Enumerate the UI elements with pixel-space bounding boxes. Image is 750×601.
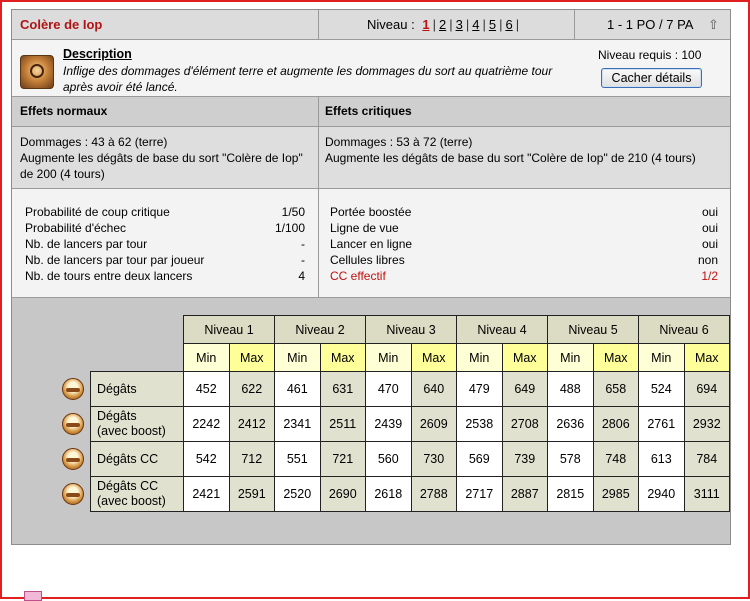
stat-row	[25, 220, 305, 236]
level-link-3[interactable]: 3	[455, 17, 463, 32]
damage-row-label: Dégâts (avec boost)	[91, 407, 184, 442]
damage-max-cell: 2609	[411, 407, 457, 442]
earth-element-icon	[62, 413, 84, 435]
damage-max-cell: 2708	[502, 407, 548, 442]
damage-min-cell: 578	[548, 442, 594, 477]
max-header: Max	[411, 344, 457, 372]
min-header: Min	[184, 344, 230, 372]
row-icon-cell	[56, 477, 91, 512]
damage-max-cell: 694	[684, 372, 730, 407]
level-selector-label: Niveau :	[367, 17, 415, 32]
min-header: Min	[548, 344, 594, 372]
damage-min-cell: 2421	[184, 477, 230, 512]
effect-line: Augmente les dégâts de base du sort "Colère de Iop" de 210 (4 tours)	[325, 151, 696, 165]
level-header: Niveau 3	[366, 316, 457, 344]
damage-row	[56, 407, 730, 442]
spell-panel	[11, 9, 731, 545]
stat-value: 4	[298, 269, 305, 283]
table-corner	[56, 316, 184, 344]
stat-value: -	[301, 253, 305, 267]
stats-right	[319, 189, 730, 298]
description-section	[12, 40, 730, 97]
level-header: Niveau 5	[548, 316, 639, 344]
damage-min-cell: 551	[275, 442, 321, 477]
stat-value: oui	[701, 205, 718, 219]
damage-min-cell: 452	[184, 372, 230, 407]
damage-min-cell: 2636	[548, 407, 594, 442]
damage-max-cell: 721	[320, 442, 366, 477]
stat-value: oui	[701, 221, 718, 235]
damage-max-cell: 784	[684, 442, 730, 477]
stat-row	[330, 220, 718, 236]
damage-min-cell: 613	[639, 442, 685, 477]
damage-max-cell: 730	[411, 442, 457, 477]
critical-effects-title: Effets critiques	[325, 104, 412, 118]
table-header-row	[56, 316, 730, 344]
header-divider	[318, 10, 319, 39]
table-corner	[56, 344, 184, 372]
damage-max-cell: 622	[229, 372, 275, 407]
level-link-4[interactable]: 4	[472, 17, 480, 32]
damage-max-cell: 739	[502, 442, 548, 477]
damage-min-cell: 560	[366, 442, 412, 477]
stat-value: 1/2	[701, 269, 718, 283]
damage-max-cell: 640	[411, 372, 457, 407]
damage-min-cell: 542	[184, 442, 230, 477]
damage-max-cell: 649	[502, 372, 548, 407]
stat-row-highlight	[330, 268, 718, 284]
damage-max-cell: 748	[593, 442, 639, 477]
min-header: Min	[639, 344, 685, 372]
max-header: Max	[502, 344, 548, 372]
stats-left	[12, 189, 318, 298]
stat-value: -	[301, 237, 305, 251]
hide-details-button[interactable]: Cacher détails	[601, 68, 702, 88]
normal-effects-header	[12, 97, 318, 127]
earth-element-icon	[62, 378, 84, 400]
damage-min-cell: 569	[457, 442, 503, 477]
damage-max-cell: 2788	[411, 477, 457, 512]
level-selector: Niveau : 1 | 2 | 3 | 4 | 5 | 6 |	[367, 17, 520, 32]
min-header: Min	[366, 344, 412, 372]
stat-label: Nb. de lancers par tour	[25, 237, 148, 251]
level-link-2[interactable]: 2	[438, 17, 447, 32]
damage-row-label: Dégâts CC (avec boost)	[91, 477, 184, 512]
stat-label: Nb. de tours entre deux lancers	[25, 269, 193, 283]
critical-effects	[319, 127, 730, 189]
stat-value: oui	[701, 237, 718, 251]
stat-row	[25, 252, 305, 268]
stat-label: Lancer en ligne	[330, 237, 413, 251]
damage-min-cell: 2439	[366, 407, 412, 442]
damage-min-cell: 2815	[548, 477, 594, 512]
damage-min-cell: 2242	[184, 407, 230, 442]
damage-min-cell: 2940	[639, 477, 685, 512]
stat-label: Portée boostée	[330, 205, 412, 219]
normal-effects-title: Effets normaux	[20, 104, 108, 118]
damage-max-cell: 2985	[593, 477, 639, 512]
max-header: Max	[684, 344, 730, 372]
damage-max-cell: 3111	[684, 477, 730, 512]
stat-label: Probabilité de coup critique	[25, 205, 170, 219]
effect-line: Dommages : 53 à 72 (terre)	[325, 135, 473, 149]
damage-min-cell: 2717	[457, 477, 503, 512]
damage-min-cell: 524	[639, 372, 685, 407]
damage-min-cell: 2538	[457, 407, 503, 442]
damage-min-cell: 2341	[275, 407, 321, 442]
damage-max-cell: 631	[320, 372, 366, 407]
stat-label: Ligne de vue	[330, 221, 399, 235]
damage-min-cell: 2761	[639, 407, 685, 442]
damage-row-label: Dégâts CC	[91, 442, 184, 477]
damage-row	[56, 372, 730, 407]
level-header: Niveau 1	[184, 316, 275, 344]
stat-row	[330, 204, 718, 220]
critical-effects-header	[319, 97, 730, 127]
stat-row	[25, 268, 305, 284]
effect-line: de 200 (4 tours)	[20, 167, 105, 181]
damage-table	[56, 315, 730, 512]
max-header: Max	[229, 344, 275, 372]
stat-label: Probabilité d'échec	[25, 221, 127, 235]
damage-row	[56, 442, 730, 477]
spell-header	[12, 10, 730, 40]
effect-line: Dommages : 43 à 62 (terre)	[20, 135, 168, 149]
required-level: Niveau requis : 100	[598, 48, 702, 62]
normal-effects	[12, 127, 318, 189]
damage-row	[56, 477, 730, 512]
header-divider	[574, 10, 575, 39]
table-minmax-row	[56, 344, 730, 372]
damage-min-cell: 461	[275, 372, 321, 407]
max-header: Max	[593, 344, 639, 372]
stat-row	[330, 236, 718, 252]
stat-row	[25, 236, 305, 252]
level-header: Niveau 2	[275, 316, 366, 344]
stat-label: Cellules libres	[330, 253, 405, 267]
spell-colere-icon	[20, 55, 54, 89]
row-icon-cell	[56, 407, 91, 442]
stat-row	[25, 204, 305, 220]
min-header: Min	[457, 344, 503, 372]
damage-min-cell: 2520	[275, 477, 321, 512]
description-text: Inflige des dommages d'élément terre et augmente les dommages du sort au quatrième tour après avoir été lancé.	[63, 64, 553, 94]
damage-min-cell: 488	[548, 372, 594, 407]
stat-value: 1/50	[281, 205, 305, 219]
stat-label: Nb. de lancers par tour par joueur	[25, 253, 205, 267]
stat-value: 1/100	[274, 221, 305, 235]
damage-max-cell: 2932	[684, 407, 730, 442]
damage-max-cell: 2690	[320, 477, 366, 512]
damage-max-cell: 2412	[229, 407, 275, 442]
row-icon-cell	[56, 372, 91, 407]
spell-name: Colère de Iop	[20, 17, 103, 32]
max-header: Max	[320, 344, 366, 372]
level-link-5[interactable]: 5	[488, 17, 497, 32]
stat-label: CC effectif	[330, 269, 386, 283]
damage-max-cell: 658	[593, 372, 639, 407]
effect-line: Augmente les dégâts de base du sort "Colère de Iop"	[20, 151, 303, 165]
damage-max-cell: 2887	[502, 477, 548, 512]
earth-element-icon	[62, 448, 84, 470]
damage-min-cell: 470	[366, 372, 412, 407]
level-link-1[interactable]: 1	[422, 17, 430, 32]
damage-max-cell: 712	[229, 442, 275, 477]
level-header: Niveau 6	[639, 316, 730, 344]
level-link-6[interactable]: 6	[505, 17, 513, 32]
row-icon-cell	[56, 442, 91, 477]
damage-max-cell: 2511	[320, 407, 366, 442]
stat-row	[330, 252, 718, 268]
stat-value: non	[697, 253, 718, 267]
level-header: Niveau 4	[457, 316, 548, 344]
description-title: Description	[63, 47, 132, 61]
damage-min-cell: 2618	[366, 477, 412, 512]
damage-max-cell: 2591	[229, 477, 275, 512]
damage-row-label: Dégâts	[91, 372, 184, 407]
damage-max-cell: 2806	[593, 407, 639, 442]
scroll-top-icon[interactable]: ⇧	[708, 17, 719, 32]
damage-min-cell: 479	[457, 372, 503, 407]
bottom-thumbnail	[24, 591, 42, 601]
range-ap-cost: 1 - 1 PO / 7 PA	[607, 17, 694, 32]
earth-element-icon	[62, 483, 84, 505]
min-header: Min	[275, 344, 321, 372]
